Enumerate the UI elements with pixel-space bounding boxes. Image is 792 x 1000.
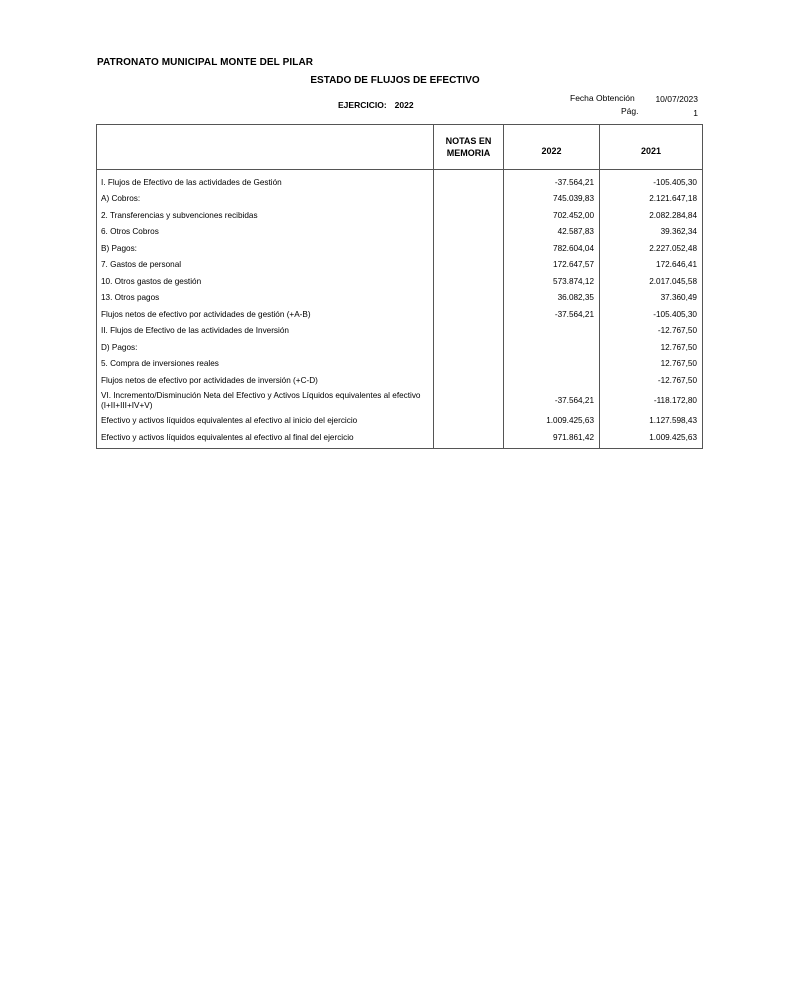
page-label: Pág. — [621, 106, 639, 116]
page-value: 1 — [693, 108, 698, 118]
fiscal-year — [338, 100, 414, 110]
row-label: 6. Otros Cobros — [97, 224, 434, 241]
row-value-2021: 2.121.647,18 — [600, 191, 703, 208]
row-label: Flujos netos de efectivo por actividades de gestión (+A-B) — [97, 306, 434, 323]
row-notes — [434, 207, 504, 224]
table-row — [97, 389, 703, 413]
row-value-2022: 42.587,83 — [504, 224, 600, 241]
header-year-2021: 2021 — [600, 125, 703, 170]
fiscal-year-value: 2022 — [394, 100, 414, 110]
row-notes — [434, 273, 504, 290]
table-row — [97, 429, 703, 448]
row-label: Flujos netos de efectivo por actividades de inversión (+C-D) — [97, 372, 434, 389]
row-label: Efectivo y activos líquidos equivalentes al efectivo al inicio del ejercicio — [97, 413, 434, 430]
row-value-2021: 2.017.045,58 — [600, 273, 703, 290]
row-notes — [434, 170, 504, 191]
row-notes — [434, 389, 504, 413]
table-row — [97, 170, 703, 191]
row-value-2022: 745.039,83 — [504, 191, 600, 208]
row-notes — [434, 413, 504, 430]
header-year-2022: 2022 — [504, 125, 600, 170]
row-value-2021: 1.009.425,63 — [600, 429, 703, 448]
row-notes — [434, 257, 504, 274]
row-value-2021: -105.405,30 — [600, 170, 703, 191]
row-value-2021: 37.360,49 — [600, 290, 703, 307]
table-row — [97, 290, 703, 307]
row-value-2022: 782.604,04 — [504, 240, 600, 257]
row-label: A) Cobros: — [97, 191, 434, 208]
row-label: D) Pagos: — [97, 339, 434, 356]
row-value-2022: 573.874,12 — [504, 273, 600, 290]
row-notes — [434, 356, 504, 373]
table-row — [97, 273, 703, 290]
row-notes — [434, 339, 504, 356]
table-header-row — [97, 125, 703, 170]
row-value-2021: 172.646,41 — [600, 257, 703, 274]
row-value-2022: 1.009.425,63 — [504, 413, 600, 430]
table-row — [97, 356, 703, 373]
table-row — [97, 372, 703, 389]
row-value-2022: -37.564,21 — [504, 170, 600, 191]
row-value-2021: -118.172,80 — [600, 389, 703, 413]
row-value-2021: 12.767,50 — [600, 356, 703, 373]
table-row — [97, 207, 703, 224]
table-row — [97, 224, 703, 241]
table-row — [97, 306, 703, 323]
row-notes — [434, 240, 504, 257]
table-row — [97, 323, 703, 340]
table-row — [97, 191, 703, 208]
row-value-2021: 12.767,50 — [600, 339, 703, 356]
row-label: 10. Otros gastos de gestión — [97, 273, 434, 290]
row-notes — [434, 290, 504, 307]
row-label: II. Flujos de Efectivo de las actividades de Inversión — [97, 323, 434, 340]
cash-flow-table — [96, 124, 703, 449]
row-value-2022: 36.082,35 — [504, 290, 600, 307]
organization-name: PATRONATO MUNICIPAL MONTE DEL PILAR — [97, 57, 314, 68]
header-notes: NOTAS EN MEMORIA — [434, 125, 504, 170]
table-row — [97, 240, 703, 257]
row-notes — [434, 191, 504, 208]
row-value-2022: 172.647,57 — [504, 257, 600, 274]
row-label: I. Flujos de Efectivo de las actividades de Gestión — [97, 170, 434, 191]
row-value-2022: 702.452,00 — [504, 207, 600, 224]
row-label: VI. Incremento/Disminución Neta del Efectivo y Activos Líquidos equivalentes al efectivo (I+II+III+IV+V) — [97, 389, 434, 413]
row-value-2021: 39.362,34 — [600, 224, 703, 241]
row-notes — [434, 306, 504, 323]
row-value-2021: 1.127.598,43 — [600, 413, 703, 430]
row-value-2022 — [504, 372, 600, 389]
row-label: 7. Gastos de personal — [97, 257, 434, 274]
document-title: ESTADO DE FLUJOS DE EFECTIVO — [310, 75, 480, 86]
row-value-2022: -37.564,21 — [504, 389, 600, 413]
row-notes — [434, 429, 504, 448]
row-label: 13. Otros pagos — [97, 290, 434, 307]
row-value-2021: 2.082.284,84 — [600, 207, 703, 224]
row-value-2021: -12.767,50 — [600, 372, 703, 389]
row-value-2021: -12.767,50 — [600, 323, 703, 340]
row-value-2022: -37.564,21 — [504, 306, 600, 323]
row-value-2022 — [504, 339, 600, 356]
row-label: Efectivo y activos líquidos equivalentes al efectivo al final del ejercicio — [97, 429, 434, 448]
row-value-2022: 971.861,42 — [504, 429, 600, 448]
row-value-2021: 2.227.052,48 — [600, 240, 703, 257]
row-label: B) Pagos: — [97, 240, 434, 257]
fiscal-year-label: EJERCICIO: — [338, 100, 387, 110]
table-row — [97, 413, 703, 430]
header-description — [97, 125, 434, 170]
row-label: 2. Transferencias y subvenciones recibidas — [97, 207, 434, 224]
row-value-2022 — [504, 356, 600, 373]
table-row — [97, 257, 703, 274]
row-notes — [434, 372, 504, 389]
row-value-2022 — [504, 323, 600, 340]
row-label: 5. Compra de inversiones reales — [97, 356, 434, 373]
date-label: Fecha Obtención — [570, 93, 635, 103]
date-value: 10/07/2023 — [655, 94, 698, 104]
row-notes — [434, 224, 504, 241]
table-row — [97, 339, 703, 356]
row-notes — [434, 323, 504, 340]
row-value-2021: -105.405,30 — [600, 306, 703, 323]
